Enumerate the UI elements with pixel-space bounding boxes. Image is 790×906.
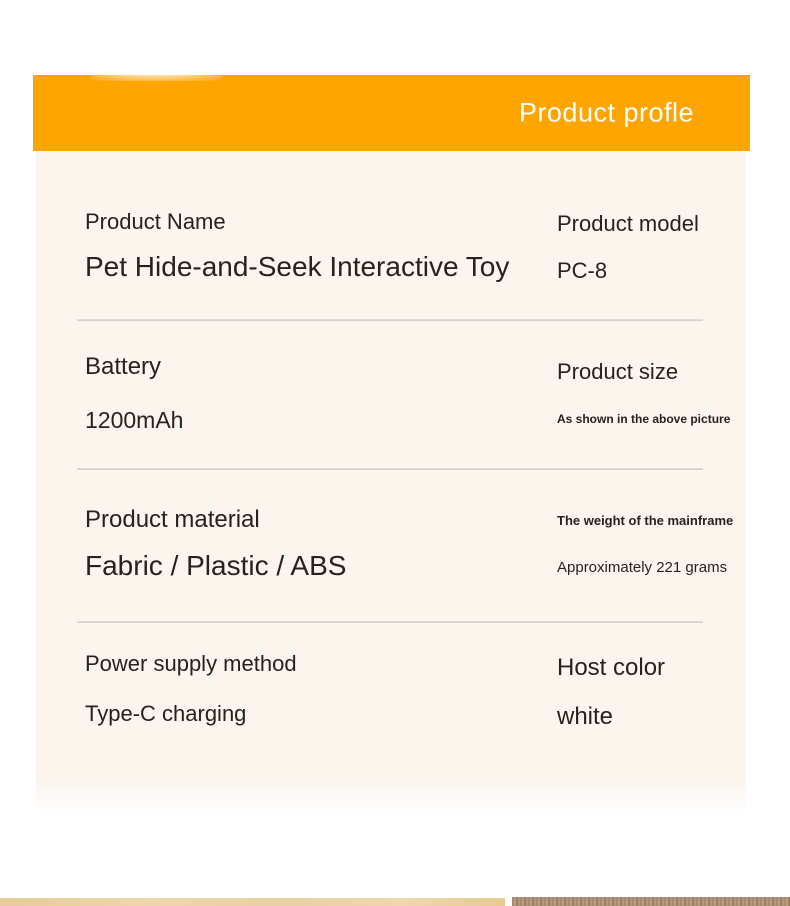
product-model-value: PC-8	[557, 258, 608, 283]
battery-label: Battery	[85, 353, 162, 380]
header-title: Product profle	[518, 97, 694, 128]
product-material-label: Product material	[85, 506, 260, 533]
power-supply-value: Type-C charging	[85, 701, 247, 726]
host-color-value: white	[557, 703, 614, 730]
mainframe-weight-value: Approximately 221 grams	[557, 559, 728, 576]
product-model-label: Product model	[557, 211, 699, 236]
product-size-label: Product size	[557, 359, 679, 384]
mainframe-weight-label: The weight of the mainframe	[557, 513, 734, 528]
bottom-texture-left	[0, 898, 505, 906]
divider	[77, 468, 703, 470]
bottom-texture-right	[512, 897, 790, 906]
product-size-value: As shown in the above picture	[557, 412, 731, 426]
power-supply-label: Power supply method	[85, 651, 297, 676]
product-name-label: Product Name	[85, 209, 226, 234]
product-material-value: Fabric / Plastic / ABS	[85, 550, 347, 581]
divider	[77, 621, 703, 623]
host-color-label: Host color	[557, 654, 666, 681]
divider	[77, 319, 703, 321]
product-name-value: Pet Hide-and-Seek Interactive Toy	[85, 251, 510, 282]
spec-card	[36, 151, 746, 815]
header-highlight	[91, 73, 221, 81]
battery-value: 1200mAh	[85, 407, 184, 433]
header-banner	[33, 75, 750, 151]
